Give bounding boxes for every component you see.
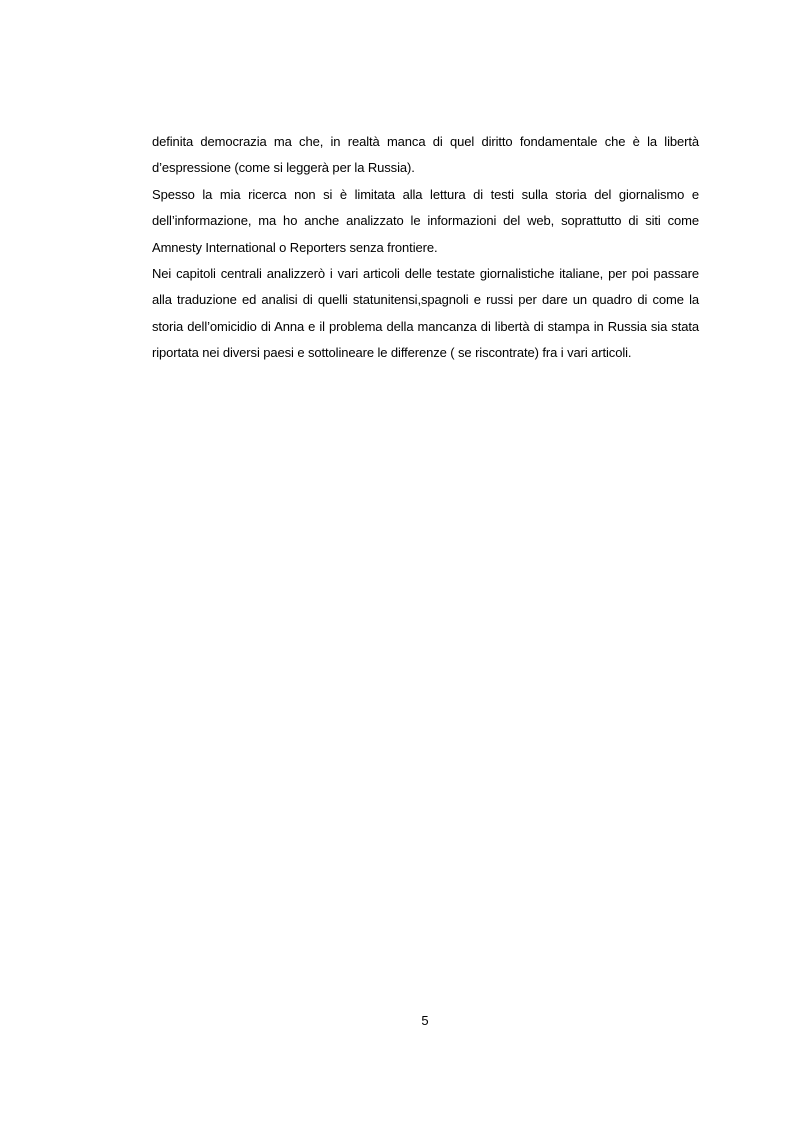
paragraph: definita democrazia ma che, in realtà manca di quel diritto fondamentale che è la libertà d’espressione (come si leggerà per la Russia).	[152, 134, 699, 176]
body-text	[152, 129, 699, 367]
paragraph: Nei capitoli centrali analizzerò i vari articoli delle testate giornalistiche italiane, per poi passare alla traduzione ed analisi di quelli statunitensi,spagnoli e russi per dare un quadro di come la storia dell’omicidio di Anna e il problema della mancanza di libertà di stampa in Russia sia stata riportata nei diversi paesi e sottolineare le differenze ( se riscontrate) fra i vari articoli.	[152, 266, 699, 361]
paragraph: Spesso la mia ricerca non si è limitata alla lettura di testi sulla storia del giornalismo e dell’informazione, ma ho anche analizzato le informazioni del web, soprattutto di siti come Amnesty International o Reporters senza frontiere.	[152, 186, 699, 255]
page-number: 5	[421, 1013, 429, 1028]
